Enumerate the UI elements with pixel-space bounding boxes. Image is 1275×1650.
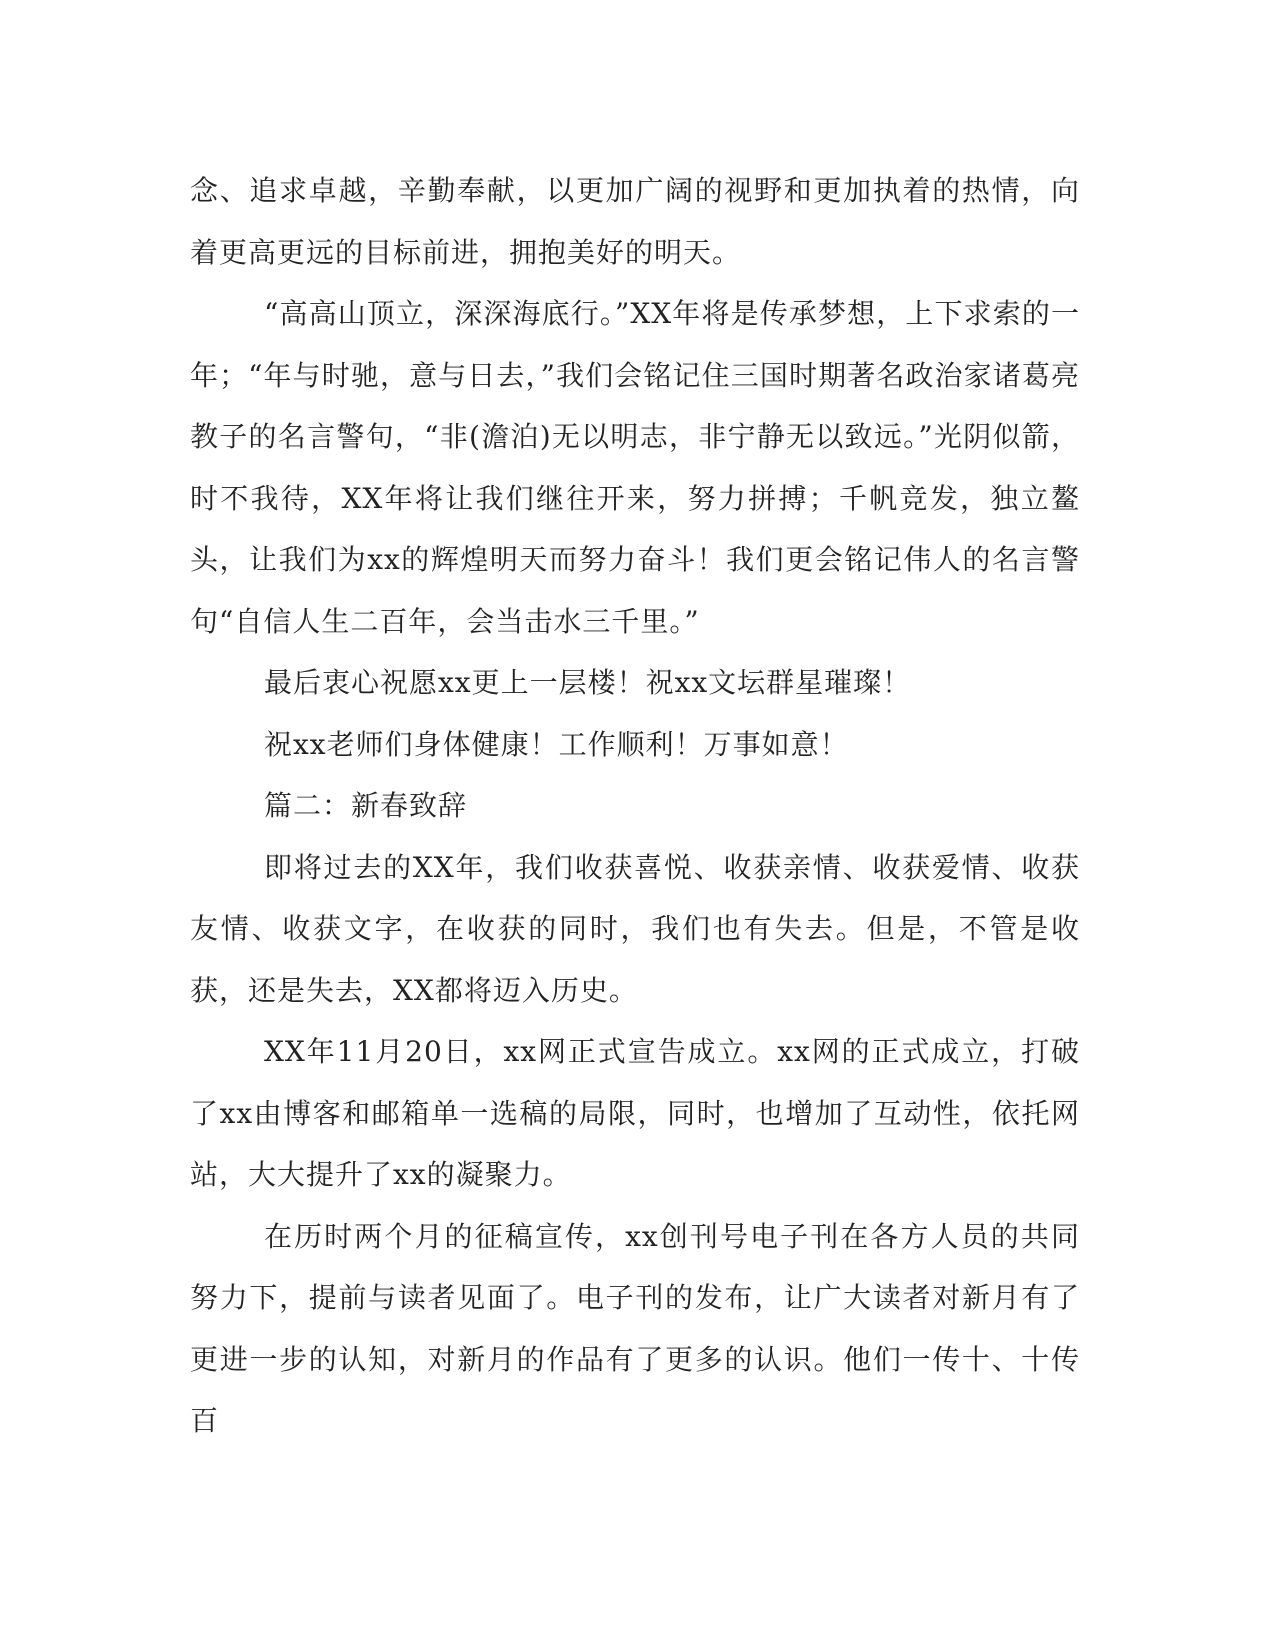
paragraph-website-founding: XX年11月20日，xx网正式宣告成立。xx网的正式成立，打破了xx由博客和邮箱单一选稿的局限，同时，也增加了互动性，依托网站，大大提升了xx的凝聚力。 bbox=[190, 1035, 1080, 1191]
paragraph-wish-1: 最后衷心祝愿xx更上一层楼！祝xx文坛群星璀璨！ bbox=[264, 666, 912, 699]
paragraph-wish-2: 祝xx老师们身体健康！工作顺利！万事如意！ bbox=[264, 727, 849, 761]
section-heading: 篇二：新春致辞 bbox=[264, 789, 468, 822]
document-body bbox=[190, 160, 1080, 1452]
paragraph-ezine-launch: 在历时两个月的征稿宣传，xx创刊号电子刊在各方人员的共同努力下，提前与读者见面了。电子刊的发布，让广大读者对新月有了更进一步的认知，对新月的作品有了更多的认识。他们一传十、十传百 bbox=[190, 1219, 1080, 1437]
paragraph-quote-mountain: “高高山顶立，深深海底行。”XX年将是传承梦想，上下求索的一年；“年与时驰，意与日去，”我们会铭记住三国时期著名政治家诸葛亮教子的名言警句，“非(澹泊)无以明志，非宁静无以致远。”光阴似箭，时不我待，XX年将让我们继往开来，努力拼搏；千帆竞发，独立鳌头，让我们为xx的辉煌明天而努力奋斗！我们更会铭记伟人的名言警句“自信人生二百年，会当击水三千里。” bbox=[190, 297, 1080, 638]
paragraph-year-review: 即将过去的XX年，我们收获喜悦、收获亲情、收获爱情、收获友情、收获文字，在收获的同时，我们也有失去。但是，不管是收获，还是失去，XX都将迈入历史。 bbox=[190, 850, 1080, 1007]
paragraph-continuation: 念、追求卓越，辛勤奉献，以更加广阔的视野和更加执着的热情，向着更高更远的目标前进，拥抱美好的明天。 bbox=[190, 174, 1080, 269]
